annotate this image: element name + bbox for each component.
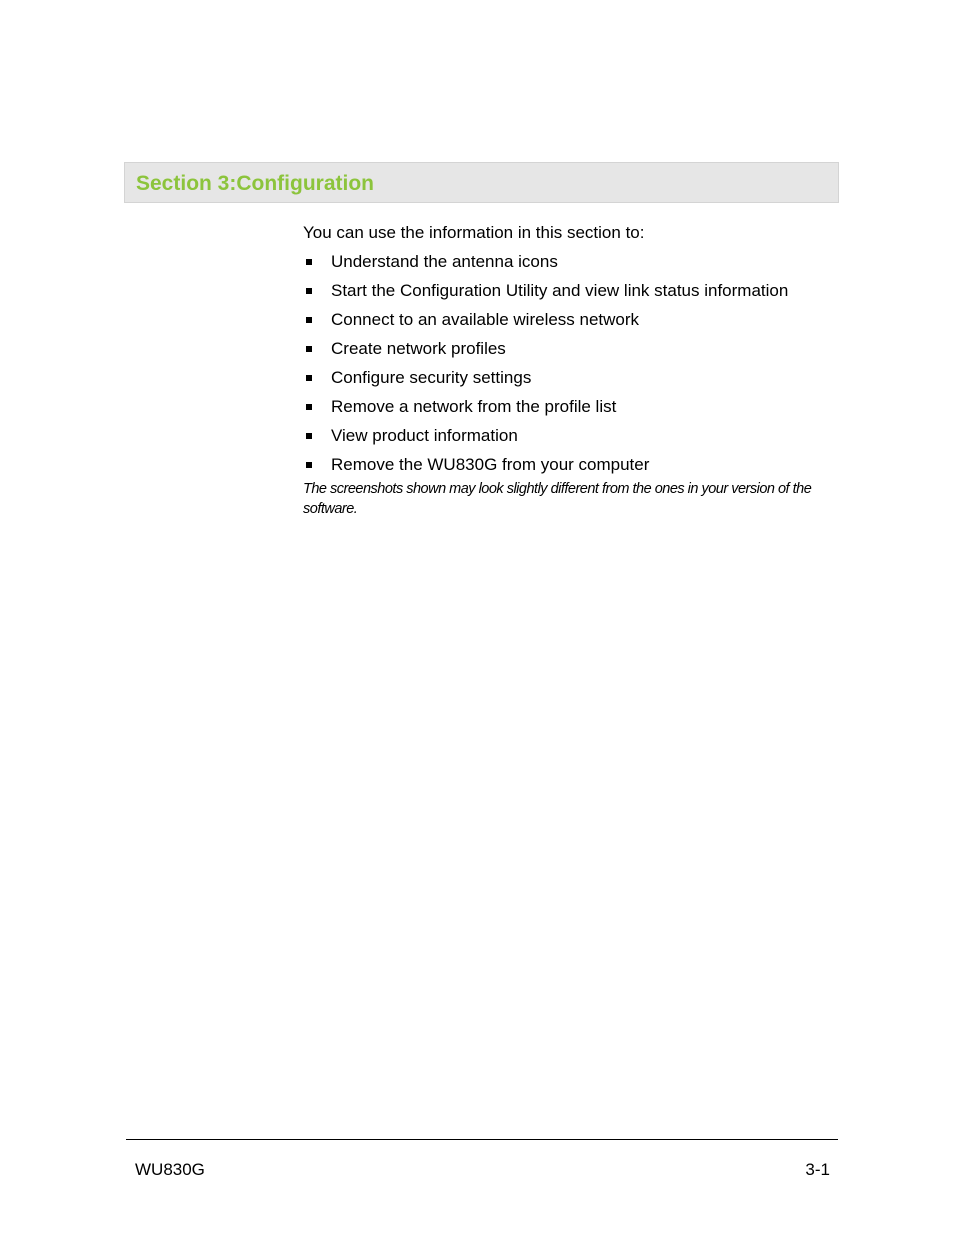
intro-text: You can use the information in this section to: <box>303 223 645 242</box>
list-item <box>303 454 833 483</box>
square-bullet-icon <box>306 375 312 381</box>
footer-divider <box>126 1139 838 1140</box>
square-bullet-icon <box>306 404 312 410</box>
square-bullet-icon <box>306 317 312 323</box>
square-bullet-icon <box>306 462 312 468</box>
list-item-text: Configure security settings <box>331 368 532 387</box>
list-item <box>303 280 833 309</box>
square-bullet-icon <box>306 346 312 352</box>
section-title: Section 3:Configuration <box>136 172 374 195</box>
list-item-text: Start the Configuration Utility and view link status information <box>331 281 789 300</box>
square-bullet-icon <box>306 433 312 439</box>
list-item-text: Create network profiles <box>331 339 506 358</box>
list-item-text: Remove a network from the profile list <box>331 397 617 416</box>
footer-product-name: WU830G <box>135 1160 205 1179</box>
list-item-text: Remove the WU830G from your computer <box>331 455 650 474</box>
list-item-text: Connect to an available wireless network <box>331 310 640 329</box>
list-item <box>303 309 833 338</box>
list-item-text: View product information <box>331 426 518 445</box>
list-item <box>303 367 833 396</box>
list-item <box>303 251 833 280</box>
footer-page-number: 3-1 <box>805 1160 830 1179</box>
list-item <box>303 396 833 425</box>
topic-list <box>303 251 833 483</box>
list-item <box>303 425 833 454</box>
list-item <box>303 338 833 367</box>
list-item-text: Understand the antenna icons <box>331 252 558 271</box>
screenshot-note: The screenshots shown may look slightly different from the ones in your version of the software. <box>303 481 812 517</box>
square-bullet-icon <box>306 259 312 265</box>
section-content <box>303 222 833 519</box>
square-bullet-icon <box>306 288 312 294</box>
section-header-bar <box>124 162 839 203</box>
